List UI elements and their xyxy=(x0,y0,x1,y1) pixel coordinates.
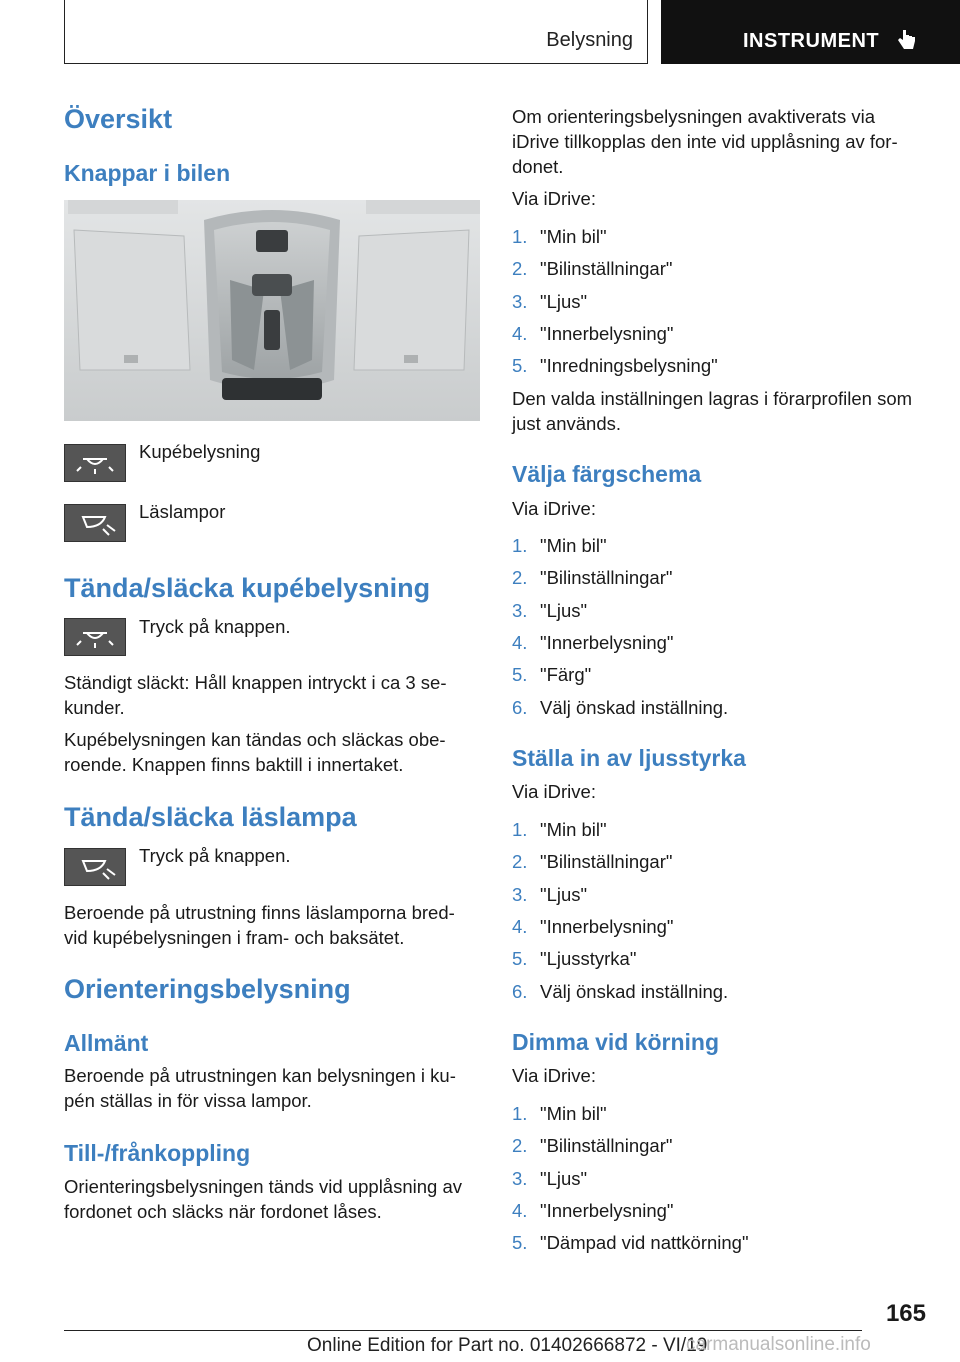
step-text: Välj önskad inställning. xyxy=(540,980,729,1002)
cabin-light-button-icon xyxy=(64,444,126,482)
via-idrive: Via iDrive: xyxy=(512,498,596,519)
step-item xyxy=(512,697,728,719)
kupe-line2: roende. Knappen finns baktill i innertaket. xyxy=(64,754,404,775)
footer-rule xyxy=(64,1330,862,1331)
heading-orientering: Orienteringsbelysning xyxy=(64,974,351,1004)
step-number: 1. xyxy=(512,226,528,247)
step-text: "Bilinställningar" xyxy=(540,567,673,589)
step-text: "Innerbelysning" xyxy=(540,322,674,344)
step-number: 1. xyxy=(512,535,528,556)
step-item xyxy=(512,535,607,557)
step-item xyxy=(512,981,728,1003)
step-text: "Bilinställningar" xyxy=(540,851,673,873)
heading-oversikt: Översikt xyxy=(64,104,173,134)
reading-light-button-icon xyxy=(64,848,126,886)
heading-tanda-kupe: Tända/släcka kupébelysning xyxy=(64,573,431,603)
step-item xyxy=(512,851,672,873)
standigt-line1: Ständigt släckt: Håll knappen intryckt i ca 3 se‐ xyxy=(64,672,447,693)
tryck-text: Tryck på knappen. xyxy=(139,845,291,866)
step-item xyxy=(512,258,672,280)
step-text: "Min bil" xyxy=(540,1103,607,1124)
till-line1: Orienteringsbelysningen tänds vid upplåsning av xyxy=(64,1176,463,1197)
page-number: 165 xyxy=(885,1300,926,1327)
step-number: 1. xyxy=(512,1103,528,1124)
step-item xyxy=(512,567,672,589)
reading-light-label: Läslampor xyxy=(139,501,226,522)
step-item xyxy=(512,355,718,377)
step-text: "Ljus" xyxy=(540,883,588,905)
cabin-light-button-icon xyxy=(64,618,126,656)
step-item xyxy=(512,1232,749,1254)
heading-ljusstyrka: Ställa in av ljusstyrka xyxy=(512,745,746,771)
step-number: 6. xyxy=(512,696,528,718)
step-item xyxy=(512,291,587,313)
section-title: Belysning xyxy=(546,29,633,51)
tryck-text: Tryck på knappen. xyxy=(139,616,291,637)
intro-line3: donet. xyxy=(512,156,564,177)
step-text: "Innerbelysning" xyxy=(540,915,674,937)
kupe-line1: Kupébelysningen kan tändas och släckas obe‐ xyxy=(64,729,446,750)
till-line2: fordonet och släcks när fordonet låses. xyxy=(64,1201,382,1222)
step-text: "Färg" xyxy=(540,664,592,686)
heading-tanda-las: Tända/släcka läslampa xyxy=(64,802,357,832)
step-number: 4. xyxy=(512,631,528,653)
step-item xyxy=(512,632,673,654)
via-idrive: Via iDrive: xyxy=(512,188,596,209)
step-text: "Min bil" xyxy=(540,819,607,840)
step-text: "Ljus" xyxy=(540,1167,588,1189)
step-number: 5. xyxy=(512,948,528,970)
step-text: "Ljusstyrka" xyxy=(540,948,637,970)
heading-knappar: Knappar i bilen xyxy=(64,160,231,186)
step-text: "Min bil" xyxy=(540,535,607,556)
heading-farg: Välja färgschema xyxy=(512,461,702,487)
step-item xyxy=(512,600,587,622)
step-item xyxy=(512,1103,607,1125)
step-item xyxy=(512,664,591,686)
step-item xyxy=(512,323,673,345)
step-number: 5. xyxy=(512,1232,528,1254)
step-item xyxy=(512,948,636,970)
step-item xyxy=(512,884,587,906)
step-text: "Bilinställningar" xyxy=(540,1135,673,1157)
step-item xyxy=(512,226,607,248)
intro-line2: iDrive tillkopplas den inte vid upplåsning av for‐ xyxy=(512,131,898,152)
step-number: 2. xyxy=(512,567,528,589)
step-number: 2. xyxy=(512,1135,528,1157)
beroende-line2: vid kupébelysningen i fram- och baksätet. xyxy=(64,927,405,948)
chapter-title: INSTRUMENT xyxy=(743,30,880,52)
step-text: "Innerbelysning" xyxy=(540,631,674,653)
step-number: 5. xyxy=(512,664,528,686)
vald-line2: just används. xyxy=(512,413,622,434)
step-text: "Dämpad vid nattkörning" xyxy=(540,1232,749,1254)
heading-dimma: Dimma vid körning xyxy=(512,1029,720,1055)
step-text: "Min bil" xyxy=(540,226,607,247)
step-item xyxy=(512,819,607,841)
roof-console-photo xyxy=(64,200,480,421)
cabin-light-label: Kupébelysning xyxy=(139,441,261,462)
reading-light-button-icon xyxy=(64,504,126,542)
edition-text: Online Edition for Part no. 01402666872 - VI/19 xyxy=(307,1335,708,1356)
step-number: 5. xyxy=(512,355,528,377)
step-text: "Bilinställningar" xyxy=(540,258,673,280)
watermark: carmanualsonline.info xyxy=(686,1334,871,1355)
step-text: "Innerbelysning" xyxy=(540,1199,674,1221)
step-text: "Inredningsbelysning" xyxy=(540,355,718,377)
vald-line1: Den valda inställningen lagras i förarprofilen som xyxy=(512,388,913,409)
allmant-line2: pén ställas in för vissa lampor. xyxy=(64,1090,312,1111)
hand-pointer-icon xyxy=(895,28,917,52)
step-number: 4. xyxy=(512,1199,528,1221)
heading-allmant: Allmänt xyxy=(64,1030,149,1056)
header-chapter-box xyxy=(661,0,960,64)
step-number: 6. xyxy=(512,980,528,1002)
standigt-line2: kunder. xyxy=(64,697,125,718)
step-text: "Ljus" xyxy=(540,599,588,621)
allmant-line1: Beroende på utrustningen kan belysningen i ku‐ xyxy=(64,1065,456,1086)
step-number: 3. xyxy=(512,883,528,905)
step-number: 1. xyxy=(512,819,528,840)
step-number: 4. xyxy=(512,915,528,937)
step-item xyxy=(512,1135,672,1157)
step-number: 4. xyxy=(512,322,528,344)
step-item xyxy=(512,1200,673,1222)
step-number: 2. xyxy=(512,258,528,280)
intro-line1: Om orienteringsbelysningen avaktiverats via xyxy=(512,106,875,127)
step-number: 3. xyxy=(512,1167,528,1189)
step-text: Välj önskad inställning. xyxy=(540,696,729,718)
step-item xyxy=(512,1168,587,1190)
step-number: 3. xyxy=(512,290,528,312)
step-text: "Ljus" xyxy=(540,290,588,312)
via-idrive: Via iDrive: xyxy=(512,781,596,802)
step-item xyxy=(512,916,673,938)
via-idrive: Via iDrive: xyxy=(512,1065,596,1086)
header-section-box xyxy=(64,0,648,64)
step-number: 2. xyxy=(512,851,528,873)
beroende-line1: Beroende på utrustning finns läslamporna bred‐ xyxy=(64,902,455,923)
step-number: 3. xyxy=(512,599,528,621)
heading-till-fran: Till-/frånkoppling xyxy=(64,1140,251,1166)
